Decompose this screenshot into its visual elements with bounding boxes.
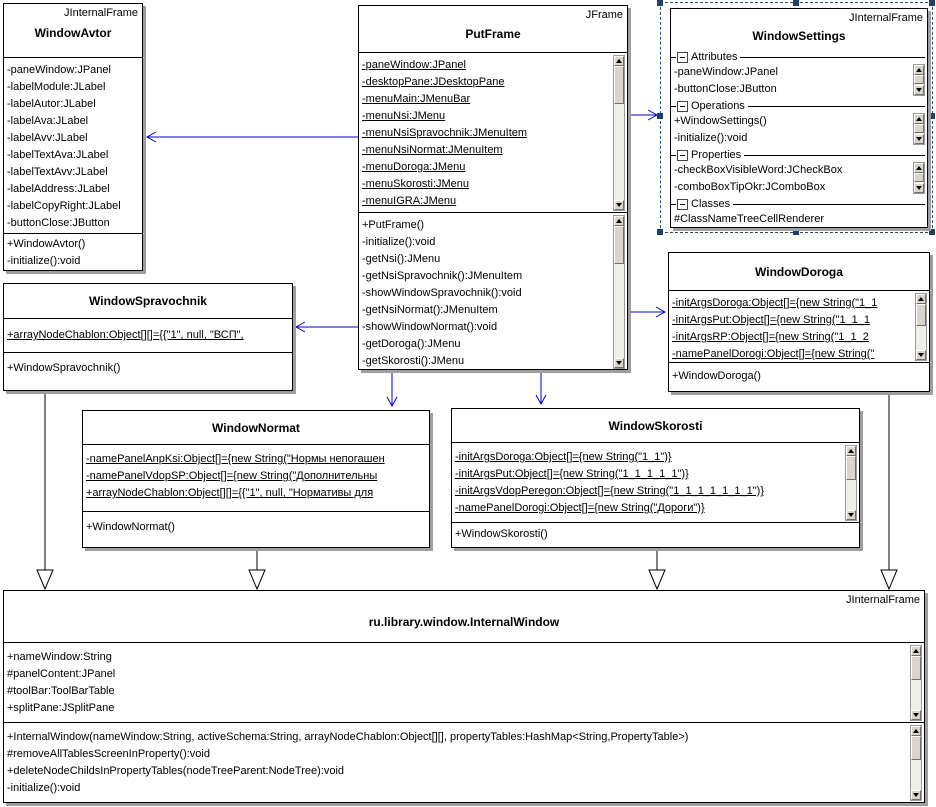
attribute-row[interactable]: -buttonClose:JButton [674,83,777,95]
attribute-row[interactable]: -menuMain:JMenuBar [362,93,471,105]
class-name[interactable]: PutFrame [465,27,521,41]
separator-line [671,155,676,156]
operations-compartment [671,113,927,147]
association-putframe-windowavtor[interactable] [147,132,358,142]
scroll-down-icon [616,361,622,365]
attribute-row[interactable]: -paneWindow:JPanel [362,59,466,71]
class-windownormat[interactable] [82,410,430,548]
selection-handle[interactable] [929,113,935,119]
attribute-row[interactable]: -labelModule:JLabel [7,81,106,93]
class-name[interactable]: ru.library.window.InternalWindow [368,615,560,629]
method-row[interactable]: -getDoroga():JMenu [362,338,461,350]
section-header-classes [671,197,927,211]
method-row[interactable]: +WindowSettings() [674,115,767,127]
scroll-down-button[interactable] [614,200,624,210]
attribute-row[interactable]: +arrayNodeChablon:Object[][]={{"1", null, "ВСП", [7,329,244,341]
scroll-down-icon [913,713,919,717]
association-putframe-windownormat[interactable] [387,370,397,406]
generalization-windowdoroga-internalwindow[interactable] [881,392,897,589]
attributes-compartment [669,290,929,362]
attribute-row[interactable]: -initArgsDoroga:Object[]={new String("1_1")} [455,451,672,463]
attribute-row[interactable]: -paneWindow:JPanel [674,66,778,78]
separator-line [671,106,676,107]
class-header [83,411,429,444]
association-putframe-windowspravochnik[interactable] [296,322,358,332]
attribute-row[interactable]: -namePanelAnpKsi:Object[]={new String("Нормы непогашен [86,453,385,465]
scroll-down-button[interactable] [846,510,856,520]
class-header [4,4,142,57]
scrollbar[interactable] [910,645,922,721]
scroll-up-button[interactable] [846,446,856,456]
class-header [671,9,927,49]
scroll-up-button[interactable] [914,114,924,124]
scrollbar-thumb[interactable] [614,66,624,104]
property-row[interactable]: -checkBoxVisibleWord:JCheckBox [674,164,843,176]
scrollbar[interactable] [613,55,625,211]
attribute-row[interactable]: -menuDoroga:JMenu [362,161,466,173]
section-label: Operations [691,100,745,112]
scroll-up-icon [913,649,919,653]
stereotype-label: JInternalFrame [64,7,138,19]
stereotype-label: JInternalFrame [849,12,923,24]
association-putframe-windowsettings[interactable] [628,110,657,120]
scroll-down-icon [918,353,924,357]
stereotype-label: JFrame [585,9,623,21]
class-name[interactable]: WindowSettings [752,29,846,43]
scroll-down-icon [916,137,922,141]
scrollbar-thumb[interactable] [614,226,624,264]
attribute-row[interactable]: -labelAddress:JLabel [7,183,110,195]
method-row[interactable]: +WindowSpravochnik() [7,362,121,374]
method-row[interactable]: +InternalWindow(nameWindow:String, activeSchema:String, arrayNodeChablon:Object[][], propertyTables:HashMap<String,PropertyTable>) [7,731,689,743]
section-header-attributes [671,50,927,64]
attributes-compartment [671,64,927,98]
scrollbar[interactable] [915,293,927,361]
properties-compartment [671,162,927,196]
attribute-row[interactable]: #toolBar:ToolBarTable [7,685,115,697]
attribute-row[interactable]: -initArgsPut:Object[]={new String("1_1_1_1_1")} [455,468,689,480]
class-header [4,284,292,318]
attribute-row[interactable]: -initArgsPut:Object[]={new String("1_1_1 [672,314,871,326]
generalization-windowskorosti-internalwindow[interactable] [649,548,665,589]
attribute-row[interactable]: -menuNsiSpravochnik:JMenuItem [362,127,528,139]
method-row[interactable]: -getNsiNormat():JMenuItem [362,304,498,316]
attribute-row[interactable]: -desktopPane:JDesktopPane [362,76,505,88]
attribute-row[interactable]: -labelCopyRight:JLabel [7,200,121,212]
method-row[interactable]: -showWindowSpravochnik():void [362,287,522,299]
attribute-row[interactable]: +splitPane:JSplitPane [7,702,115,714]
scroll-up-icon [916,68,922,72]
attributes-compartment [452,442,859,522]
collapse-icon[interactable] [677,150,688,161]
selection-handle[interactable] [929,229,935,235]
class-name[interactable]: WindowSpravochnik [89,294,207,308]
class-header [359,6,627,52]
stereotype-label: JInternalFrame [846,594,920,606]
association-putframe-windowdoroga[interactable] [628,307,665,317]
selection-handle[interactable] [929,0,935,6]
class-name[interactable]: WindowAvtor [34,26,112,40]
method-row[interactable]: +WindowAvtor() [7,238,86,250]
attribute-row[interactable]: -initArgsDoroga:Object[]={new String("1_1 [672,297,878,309]
attribute-row[interactable]: -initArgsVdopPeregon:Object[]={new String("1_1_1_1_1_1_1")} [455,485,764,497]
scroll-down-button[interactable] [914,183,924,193]
scroll-up-icon [616,59,622,63]
scroll-down-button[interactable] [914,85,924,95]
method-row[interactable]: -initialize():void [674,132,748,144]
attribute-row[interactable]: -namePanelDorogi:Object[]={new String(" [672,348,875,360]
scroll-up-icon [848,449,854,453]
methods-compartment [452,522,859,547]
section-header-properties [671,148,927,162]
scroll-down-button[interactable] [911,710,921,720]
section-label: Properties [691,149,742,161]
scroll-up-button[interactable] [914,163,924,173]
scrollbar[interactable] [845,445,857,521]
attribute-row[interactable]: -menuSkorosti:JMenu [362,178,469,190]
scrollbar-thumb[interactable] [914,124,924,133]
attribute-row[interactable]: -labelTextAvv:JLabel [7,166,108,178]
selection-handle[interactable] [657,229,663,235]
scrollbar-thumb[interactable] [914,173,924,182]
generalization-windowspravochnik-internalwindow[interactable] [37,392,53,589]
attribute-row[interactable]: -labelTextAva:JLabel [7,149,109,161]
class-windowdoroga[interactable] [668,252,930,392]
scroll-down-icon [913,793,919,797]
attribute-row[interactable]: -labelAvv:JLabel [7,132,88,144]
attribute-row[interactable]: -namePanelDorogi:Object[]={new String("Дороги")} [455,502,705,514]
scroll-down-icon [616,203,622,207]
method-row[interactable]: #removeAllTablesScreenInProperty():void [7,748,210,760]
separator-line [671,204,676,205]
attribute-row[interactable]: +nameWindow:String [7,651,112,663]
attribute-row[interactable]: -menuNsi:JMenu [362,110,446,122]
methods-compartment [4,233,142,271]
scrollbar[interactable] [913,113,925,145]
methods-compartment [359,212,627,370]
classes-compartment [671,211,927,229]
collapse-icon[interactable] [677,101,688,112]
section-label: Classes [691,198,731,210]
scrollbar-thumb[interactable] [914,75,924,84]
attribute-row[interactable]: -paneWindow:JPanel [7,64,111,76]
selection-handle[interactable] [657,113,663,119]
attribute-row[interactable]: -menuIGRA:JMenu [362,195,457,207]
class-windowskorosti[interactable] [451,408,860,548]
property-row[interactable]: -comboBoxTipOkr:JComboBox [674,181,826,193]
association-putframe-windowskorosti[interactable] [536,370,546,404]
method-row[interactable]: -showWindowNormat():void [362,321,498,333]
method-row[interactable]: -getSkorosti():JMenu [362,355,465,367]
separator-line [733,204,925,205]
scroll-down-button[interactable] [916,350,926,360]
class-name[interactable]: WindowDoroga [755,264,843,279]
attribute-row[interactable]: -buttonClose:JButton [7,217,110,229]
method-row[interactable]: +deleteNodeChildsInPropertyTables(nodeTreeParent:NodeTree):void [7,765,345,777]
attributes-compartment [4,57,142,233]
selection-handle[interactable] [793,0,799,6]
class-header [4,591,924,642]
scroll-up-icon [916,117,922,121]
class-windowavtor[interactable] [3,3,143,271]
class-internalwindow[interactable] [3,590,925,803]
class-windowspravochnik[interactable] [3,283,293,391]
methods-compartment [669,362,929,391]
collapse-icon[interactable] [677,199,688,210]
attributes-compartment [4,318,292,352]
attribute-row[interactable]: +arrayNodeChablon:Object[][]={{"1", null, "Нормативы для [86,487,374,499]
class-putframe[interactable] [358,5,628,370]
attribute-row[interactable]: -namePanelVdopSP:Object[]={new String("Дополнительны [86,470,378,482]
scroll-up-icon [918,297,924,301]
method-row[interactable]: -getNsiSpravochnik():JMenuItem [362,270,523,282]
scrollbar[interactable] [910,725,922,801]
attribute-row[interactable]: -initArgsRP:Object[]={new String("1_1_2 [672,331,869,343]
separator-line [744,155,925,156]
scroll-down-icon [916,88,922,92]
class-name[interactable]: WindowNormat [212,420,300,435]
scrollbar-thumb[interactable] [911,736,921,760]
scrollbar-thumb[interactable] [916,304,926,326]
generalization-windownormat-internalwindow[interactable] [249,548,265,589]
scroll-up-button[interactable] [911,646,921,656]
attribute-row[interactable]: #panelContent:JPanel [7,668,116,680]
scroll-up-icon [616,219,622,223]
scroll-down-button[interactable] [914,134,924,144]
section-header-operations [671,99,927,113]
attributes-compartment [359,52,627,212]
method-row[interactable]: +WindowDoroga() [672,370,761,382]
inner-class-row[interactable]: #ClassNameTreeCellRenderer [674,213,824,225]
method-row[interactable]: -getNsi():JMenu [362,253,441,265]
class-windowsettings[interactable] [670,8,928,228]
scrollbar[interactable] [613,215,625,369]
class-header [669,253,929,290]
method-row[interactable]: +PutFrame() [362,219,425,231]
selection-handle[interactable] [793,229,799,235]
methods-compartment [83,511,429,547]
scroll-down-icon [916,186,922,190]
scrollbar[interactable] [913,64,925,96]
scroll-up-icon [913,729,919,733]
scroll-up-button[interactable] [916,294,926,304]
attribute-row[interactable]: -labelAva:JLabel [7,115,89,127]
method-row[interactable]: -initialize():void [7,782,81,794]
method-row[interactable]: -initialize():void [362,236,436,248]
method-row[interactable]: -initialize():void [7,255,81,267]
methods-compartment [4,722,924,802]
scroll-up-button[interactable] [914,65,924,75]
class-header [452,409,859,442]
attributes-compartment [83,444,429,511]
scroll-down-button[interactable] [614,358,624,368]
attribute-row[interactable]: -labelAutor:JLabel [7,98,96,110]
separator-line [748,106,925,107]
class-name[interactable]: WindowSkorosti [608,418,703,433]
scroll-up-button[interactable] [614,56,624,66]
method-row[interactable]: +WindowSkorosti() [455,528,548,540]
scrollbar[interactable] [913,162,925,194]
scroll-up-icon [916,166,922,170]
separator-line [740,57,925,58]
scrollbar-thumb[interactable] [911,656,921,680]
attributes-compartment [4,642,924,722]
collapse-icon[interactable] [677,52,688,63]
scroll-down-icon [848,513,854,517]
method-row[interactable]: +WindowNormat() [86,521,175,533]
selection-handle[interactable] [657,0,663,6]
attribute-row[interactable]: -menuNsiNormat:JMenuItem [362,144,503,156]
scroll-up-button[interactable] [614,216,624,226]
scrollbar-thumb[interactable] [846,456,856,480]
separator-line [671,57,676,58]
scroll-up-button[interactable] [911,726,921,736]
methods-compartment [4,352,292,390]
section-label: Attributes [691,51,738,63]
scroll-down-button[interactable] [911,790,921,800]
